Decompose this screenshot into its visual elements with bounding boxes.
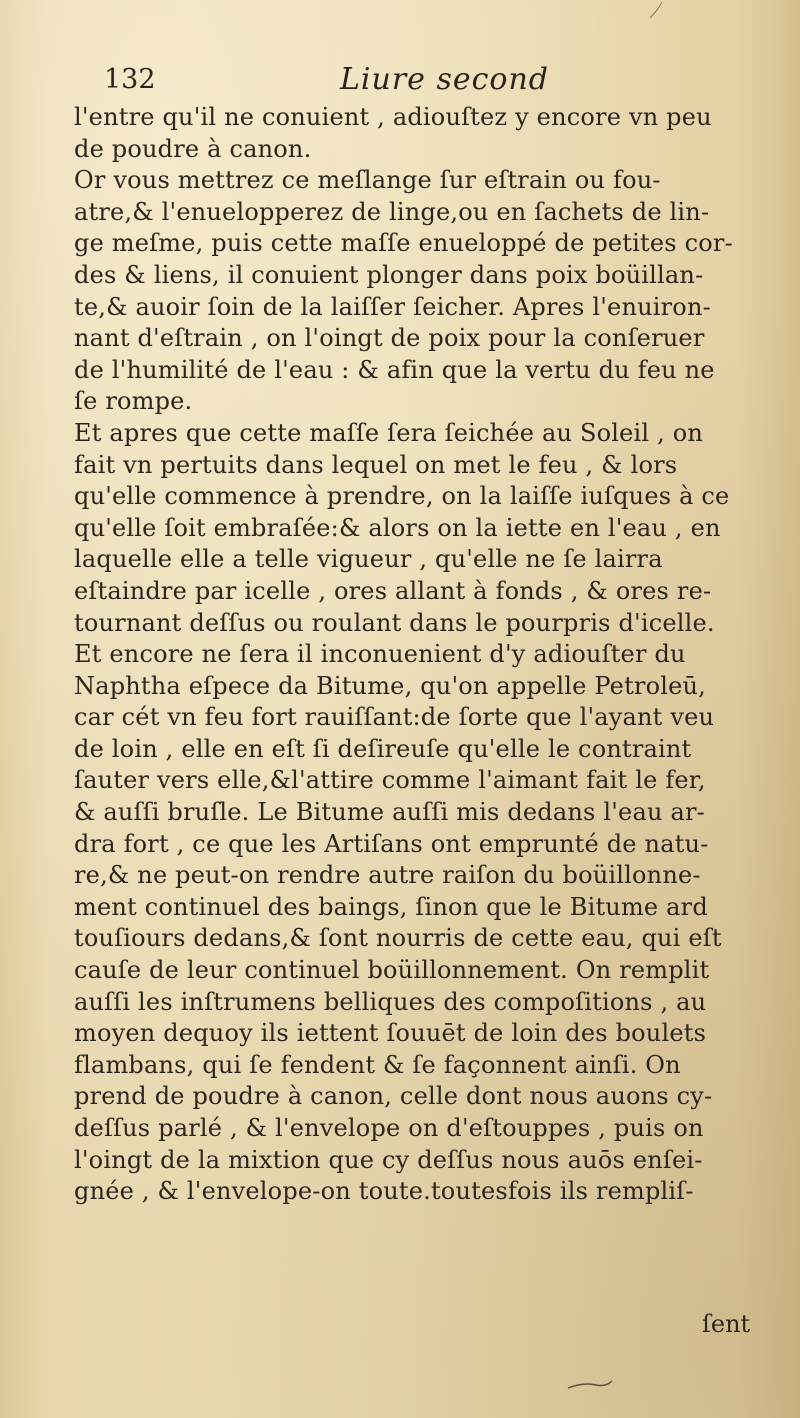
text-line: flambans, qui ſe fendent & ſe façonnent ainſi. On	[74, 1050, 681, 1079]
text-line: cauſe de leur continuel boüillonnement. On remplit	[74, 956, 710, 985]
text-line: ment continuel des baings, ſinon que le Bitume ard	[74, 892, 708, 921]
body-text	[74, 102, 774, 1208]
text-line: tournant deſſus ou roulant dans le pourpris d'icelle.	[74, 608, 715, 637]
text-line: Or vous mettrez ce meſlange ſur eſtrain ou fou-	[74, 166, 661, 195]
text-line: & auſſi bruſle. Le Bitume auſſi mis dedans l'eau ar-	[74, 798, 705, 827]
text-line: l'entre qu'il ne conuient , adiouſtez y encore vn peu	[74, 103, 712, 131]
text-line: te,& auoir ſoin de la laiſſer ſeicher. Apres l'enuiron-	[74, 292, 711, 321]
text-line: atre,& l'enuelopperez de linge,ou en ſachets de lin-	[74, 197, 710, 226]
text-line: de l'humilité de l'eau : & afin que la vertu du feu ne	[74, 355, 715, 384]
catchword: ſent	[702, 1310, 751, 1338]
text-line: qu'elle ſoit embraſée:& alors on la iette en l'eau , en	[74, 513, 721, 542]
text-line: deſſus parlé , & l'envelope on d'eſtouppes , puis on	[74, 1114, 704, 1142]
text-line: Et apres que cette maſſe ſera ſeichée au Soleil , on	[74, 418, 704, 447]
text-line: ge meſme, puis cette maſſe enueloppé de petites cor-	[74, 229, 733, 258]
running-title: Liure second	[340, 62, 550, 97]
text-line: moyen dequoy ils iettent ſouuēt de loin des boulets	[74, 1019, 707, 1048]
text-line: nant d'eſtrain , on l'oingt de poix pour la conſeruer	[74, 324, 705, 353]
text-line: laquelle elle a telle vigueur , qu'elle ne ſe lairra	[74, 545, 663, 574]
text-line: prend de poudre à canon, celle dont nous auons cy-	[74, 1082, 713, 1111]
text-line: de loin , elle en eſt ſi deſireuſe qu'elle le contraint	[74, 734, 692, 763]
text-line: touſiours dedans,& ſont nourris de cette eau, qui eſt	[74, 924, 722, 953]
text-line: Naphtha eſpece da Bitume, qu'on appelle Petroleū,	[74, 671, 707, 700]
text-line: l'oingt de la mixtion que cy deſſus nous auōs enſei-	[74, 1145, 703, 1174]
text-line: Et encore ne ſera il inconuenient d'y adiouſter du	[74, 640, 686, 669]
text-line: ſauter vers elle,&l'attire comme l'aimant fait le fer,	[74, 766, 706, 795]
text-line: car cét vn feu fort rauiſſant:de ſorte que l'ayant veu	[74, 703, 715, 732]
text-line: des & liens, il conuient plonger dans poix boüillan-	[74, 260, 704, 289]
text-line: auſſi les inſtrumens belliques des compoſitions , au	[74, 987, 707, 1016]
text-line: dra fort , ce que les Artiſans ont emprunté de natu-	[74, 829, 709, 858]
page-header	[0, 62, 800, 102]
text-line: eſtaindre par icelle , ores allant à fonds , & ores re-	[74, 576, 712, 605]
text-line: de poudre à canon.	[74, 134, 312, 163]
ink-flourish	[566, 1378, 614, 1392]
page-number: 132	[104, 64, 156, 95]
text-line: re,& ne peut-on rendre autre raiſon du boüillonne-	[74, 861, 701, 890]
paper-mark	[648, 0, 678, 20]
text-line: fait vn pertuits dans lequel on met le feu , & lors	[74, 450, 678, 479]
text-line: ſe rompe.	[74, 387, 193, 416]
text-line: qu'elle commence à prendre, on la laiſſe iuſques à ce	[74, 482, 730, 511]
text-line: gnée , & l'envelope-on toute.toutesfois ils rempliſ-	[74, 1177, 694, 1206]
